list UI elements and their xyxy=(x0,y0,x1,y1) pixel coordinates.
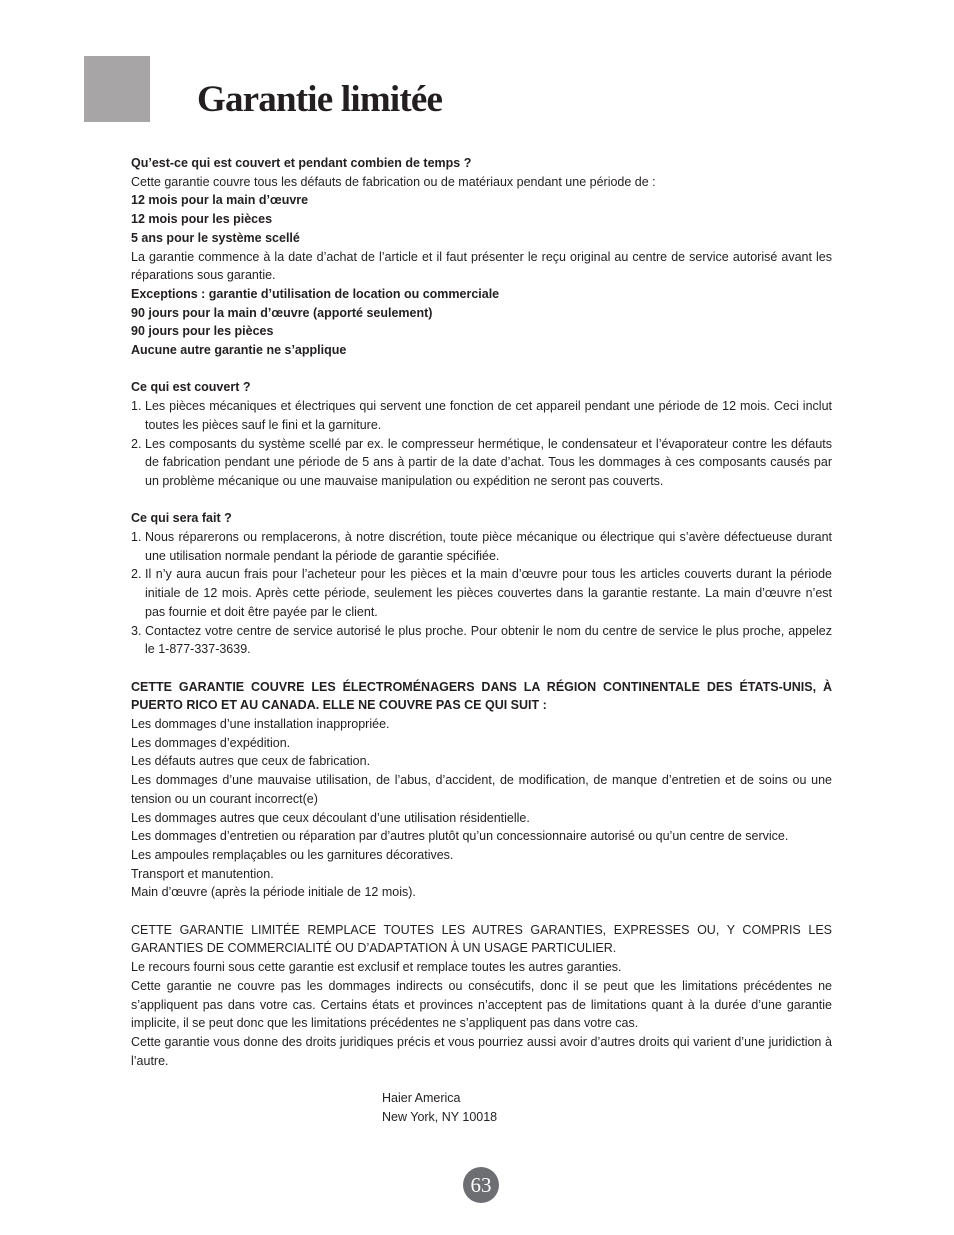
exclusion-line: Les ampoules remplaçables ou les garnitures décoratives. xyxy=(131,847,454,862)
list-item: 1. Nous réparerons ou remplacerons, à notre discrétion, toute pièce mécanique ou électrique qui s’avère défectueuse durant une utilisation normale pendant la période de garantie spécifiée. xyxy=(131,530,832,563)
term-parts: 12 mois pour les pièces xyxy=(131,212,273,227)
section-heading-what-will-be-done: Ce qui sera fait ? xyxy=(131,511,232,526)
list-item: 1. Les pièces mécaniques et électriques qui servent une fonction de cet appareil pendant une période de 12 mois. Ceci inclut toutes les pièces sauf le fini et la garniture. xyxy=(131,399,832,432)
company-name: Haier America xyxy=(382,1091,461,1105)
section-heading-covered: Ce qui est couvert ? xyxy=(131,380,251,395)
exception-none-other: Aucune autre garantie ne s’applique xyxy=(131,343,347,358)
actions-list xyxy=(131,528,832,659)
page-title: Garantie limitée xyxy=(197,79,443,120)
company-address xyxy=(382,1089,497,1126)
exclusion-line: Main d’œuvre (après la période initiale de 12 mois). xyxy=(131,885,416,900)
exclusion-line: Les dommages d’une mauvaise utilisation, de l’abus, d’accident, de modification, de manque d’entretien et de soins ou une tension ou un courant incorrect(e) xyxy=(131,773,832,806)
term-sealed-system: 5 ans pour le système scellé xyxy=(131,230,300,245)
legal-paragraph: Cette garantie vous donne des droits juridiques précis et vous pourriez aussi avoir d’autres droits qui varient d’une juridiction à l’autre. xyxy=(131,1034,832,1068)
exception-parts: 90 jours pour les pièces xyxy=(131,324,274,339)
coverage-note: La garantie commence à la date d’achat de l’article et il faut présenter le reçu original au centre de service autorisé avant les réparations sous garantie. xyxy=(131,249,832,283)
coverage-intro: Cette garantie couvre tous les défauts de fabrication ou de matériaux pendant une période de : xyxy=(131,174,656,189)
exceptions-heading: Exceptions : garantie d’utilisation de location ou commerciale xyxy=(131,286,500,301)
exclusion-line: Les dommages d’expédition. xyxy=(131,735,291,750)
warranty-content xyxy=(131,154,832,1070)
term-labor: 12 mois pour la main d’œuvre xyxy=(131,193,309,208)
exclusion-line: Les dommages d’entretien ou réparation par d’autres plutôt qu’un concessionnaire autorisé ou qu’un centre de service. xyxy=(131,829,789,844)
page-number-badge: 63 xyxy=(463,1167,499,1203)
section-heading-exclusions: CETTE GARANTIE COUVRE LES ÉLECTROMÉNAGERS DANS LA RÉGION CONTINENTALE DES ÉTATS-UNIS, À PUERTO RICO ET AU CANADA. ELLE NE COUVRE PAS CE QUI SUIT : xyxy=(131,679,832,713)
section-heading-coverage: Qu’est-ce qui est couvert et pendant combien de temps ? xyxy=(131,156,472,170)
limited-warranty-statement: CETTE GARANTIE LIMITÉE REMPLACE TOUTES LES AUTRES GARANTIES, EXPRESSES OU, Y COMPRIS LES GARANTIES DE COMMERCIALITÉ OU D’ADAPTATION À UN USAGE PARTICULIER. xyxy=(131,922,832,956)
exclusion-line: Les dommages autres que ceux découlant d’une utilisation résidentielle. xyxy=(131,810,530,825)
exception-labor: 90 jours pour la main d’œuvre (apporté seulement) xyxy=(131,305,433,320)
legal-paragraph: Le recours fourni sous cette garantie est exclusif et remplace toutes les autres garanties. xyxy=(131,960,622,975)
exclusion-line: Transport et manutention. xyxy=(131,866,274,881)
corner-decoration-box xyxy=(84,56,150,122)
exclusion-line: Les défauts autres que ceux de fabrication. xyxy=(131,754,371,769)
exclusion-line: Les dommages d’une installation inappropriée. xyxy=(131,717,390,732)
legal-paragraph: Cette garantie ne couvre pas les dommages indirects ou consécutifs, donc il se peut que les limitations précédentes ne s’appliquent pas dans votre cas. Certains états et provinces n’acceptent pas de limitations quant à la durée d’une garantie implicite, il se peut donc que les limitations précédentes ne s’appliquent pas dans votre cas. xyxy=(131,978,832,1031)
covered-list xyxy=(131,397,832,491)
list-item: 2. Il n’y aura aucun frais pour l’acheteur pour les pièces et la main d’œuvre pour tous les articles couverts durant la période initiale de 12 mois. Après cette période, seulement les pièces couvertes dans la garantie restante. La main d’œuvre n’est pas fournie et doit être payée par le client. xyxy=(131,567,832,619)
list-item: 2. Les composants du système scellé par ex. le compresseur hermétique, le condensateur et l’évaporateur contre les défauts de fabrication pendant une période de 5 ans à partir de la date d’achat. Tous les dommages à ces composants causés par un problème mécanique ou une mauvaise manipulation ou expédition ne seront pas couverts. xyxy=(131,436,832,488)
company-city: New York, NY 10018 xyxy=(382,1109,498,1124)
list-item: 3. Contactez votre centre de service autorisé le plus proche. Pour obtenir le nom du centre de service le plus proche, appelez le 1-877-337-3639. xyxy=(131,623,832,657)
